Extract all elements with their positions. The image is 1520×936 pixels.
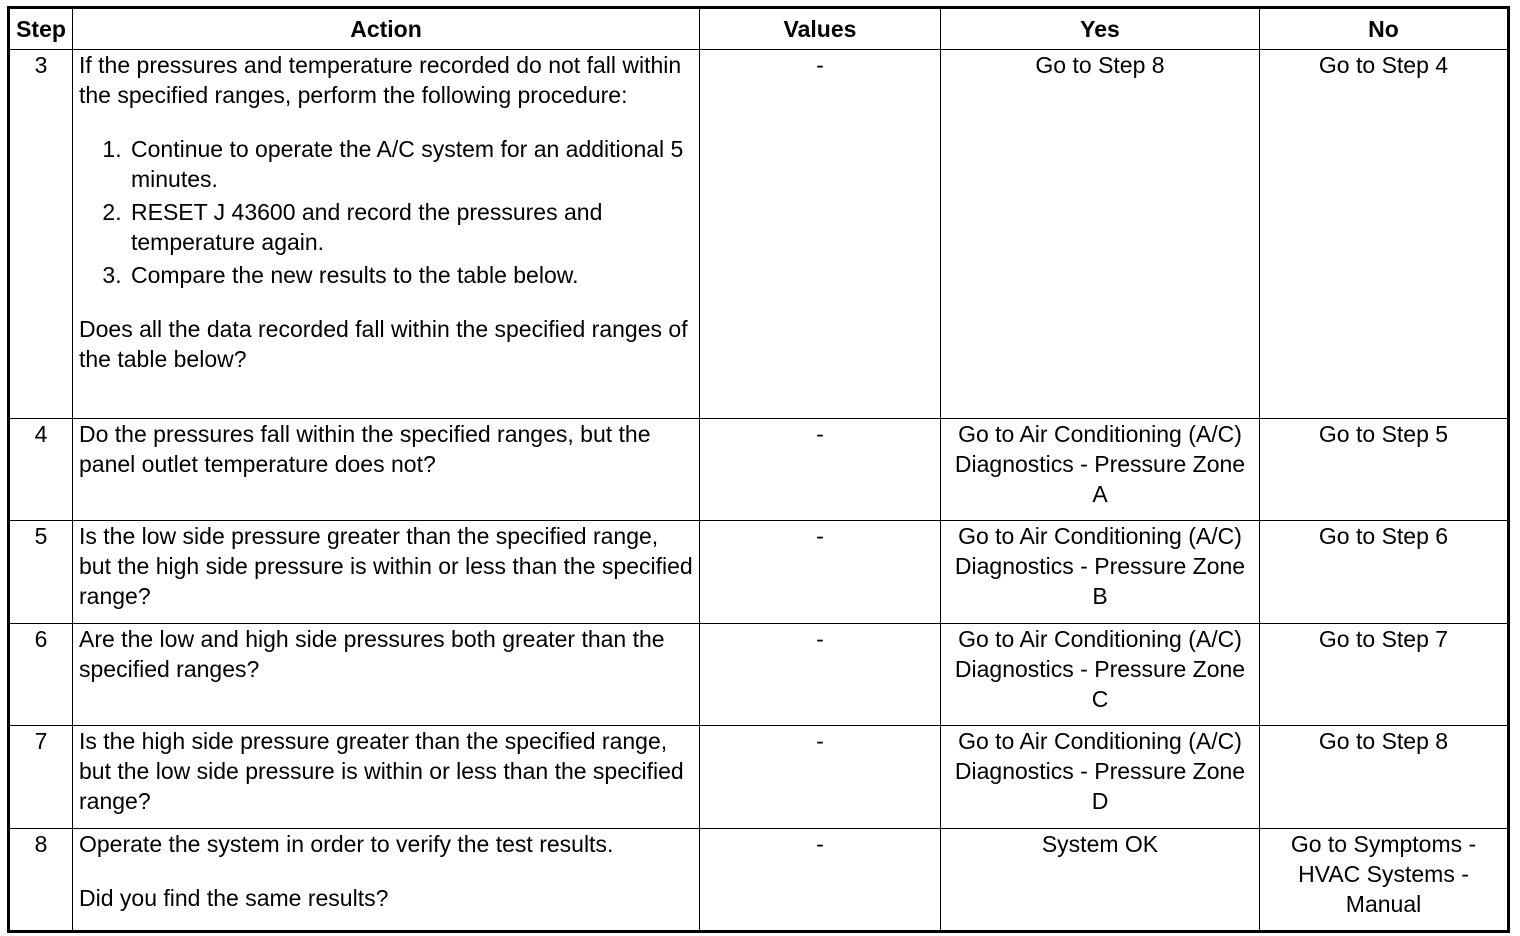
action-cell: Do the pressures fall within the specified ranges, but the panel outlet temperature does not? xyxy=(73,419,700,521)
header-row xyxy=(9,8,1509,50)
yes-cell: Go to Step 8 xyxy=(941,50,1260,419)
action-question: Did you find the same results? xyxy=(79,885,389,911)
table-row xyxy=(9,521,1509,624)
yes-cell: Go to Air Conditioning (A/C) Diagnostics - Pressure Zone C xyxy=(941,624,1260,726)
header-no: No xyxy=(1260,8,1509,50)
header-values: Values xyxy=(700,8,941,50)
step-number: 3 xyxy=(9,50,73,419)
no-cell: Go to Step 7 xyxy=(1260,624,1509,726)
list-item: 1. Continue to operate the A/C system for an additional 5 minutes. xyxy=(128,134,693,194)
yes-cell: Go to Air Conditioning (A/C) Diagnostics - Pressure Zone B xyxy=(941,521,1260,624)
diagnostic-table xyxy=(7,6,1510,933)
table-row xyxy=(9,624,1509,726)
table-row xyxy=(9,50,1509,419)
action-text: Operate the system in order to verify the test results. xyxy=(79,831,614,857)
values-cell: - xyxy=(700,50,941,419)
table-row xyxy=(9,829,1509,932)
no-cell: Go to Symptoms - HVAC Systems - Manual xyxy=(1260,829,1509,932)
step-number: 8 xyxy=(9,829,73,932)
action-cell xyxy=(73,829,700,932)
yes-cell: Go to Air Conditioning (A/C) Diagnostics - Pressure Zone D xyxy=(941,726,1260,829)
yes-cell: System OK xyxy=(941,829,1260,932)
values-cell: - xyxy=(700,726,941,829)
action-cell xyxy=(73,50,700,419)
action-cell: Is the low side pressure greater than the specified range, but the high side pressure is within or less than the specified range? xyxy=(73,521,700,624)
values-cell: - xyxy=(700,624,941,726)
no-cell: Go to Step 8 xyxy=(1260,726,1509,829)
action-intro: If the pressures and temperature recorded do not fall within the specified ranges, perform the following procedure: xyxy=(79,52,682,108)
header-step: Step xyxy=(9,8,73,50)
table-row xyxy=(9,726,1509,829)
action-cell: Are the low and high side pressures both greater than the specified ranges? xyxy=(73,624,700,726)
no-cell: Go to Step 5 xyxy=(1260,419,1509,521)
list-item: 2. RESET J 43600 and record the pressures and temperature again. xyxy=(128,197,693,257)
step-number: 5 xyxy=(9,521,73,624)
no-cell: Go to Step 4 xyxy=(1260,50,1509,419)
procedure-list xyxy=(79,134,693,290)
table-row xyxy=(9,419,1509,521)
header-action: Action xyxy=(73,8,700,50)
header-yes: Yes xyxy=(941,8,1260,50)
no-cell: Go to Step 6 xyxy=(1260,521,1509,624)
list-item: 3. Compare the new results to the table below. xyxy=(128,260,693,290)
step-number: 4 xyxy=(9,419,73,521)
yes-cell: Go to Air Conditioning (A/C) Diagnostics - Pressure Zone A xyxy=(941,419,1260,521)
values-cell: - xyxy=(700,521,941,624)
step-number: 6 xyxy=(9,624,73,726)
action-cell: Is the high side pressure greater than the specified range, but the low side pressure is within or less than the specified range? xyxy=(73,726,700,829)
action-question: Does all the data recorded fall within the specified ranges of the table below? xyxy=(79,316,688,372)
step-number: 7 xyxy=(9,726,73,829)
values-cell: - xyxy=(700,829,941,932)
values-cell: - xyxy=(700,419,941,521)
